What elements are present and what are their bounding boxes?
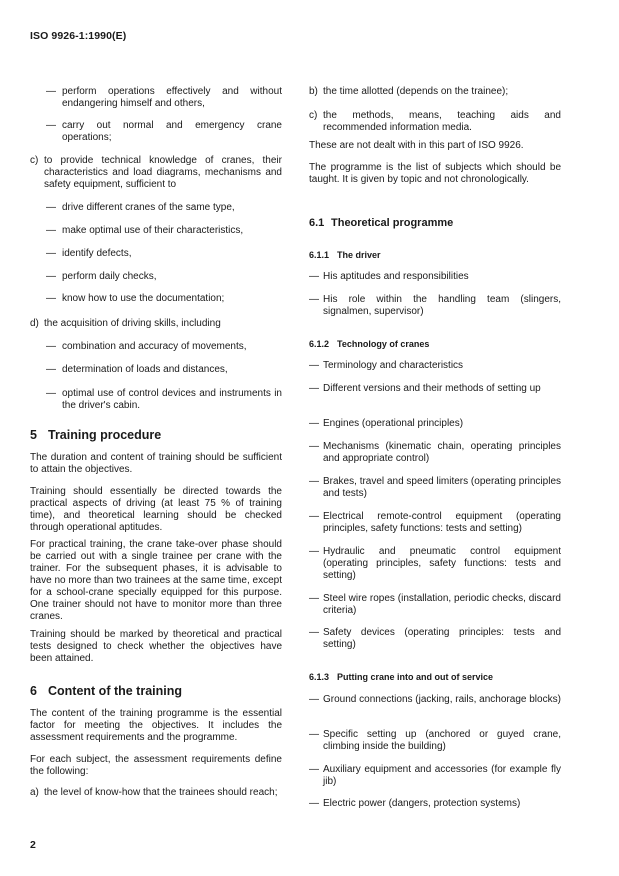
list-item-d xyxy=(30,318,282,330)
section-title: Theoretical programme xyxy=(331,217,454,229)
dash-marker: — xyxy=(46,120,56,131)
list-item-c xyxy=(30,155,282,191)
list-item xyxy=(309,383,561,395)
paragraph: Training should be marked by theoretical and practical tests designed to check whether the objectives have been attained. xyxy=(30,629,282,664)
section-title: Training procedure xyxy=(48,428,162,442)
dash-marker: — xyxy=(309,694,319,705)
paragraph: Training should essentially be directed towards the practical aspects of driving (at least 75 % of training time), and theoretical learning should be checked through operational aptitudes. xyxy=(30,486,282,533)
list-item-text: Mechanisms (kinematic chain, operating principles and appropriate control) xyxy=(323,441,561,464)
dash-marker: — xyxy=(309,546,319,557)
list-item-b xyxy=(309,86,561,98)
list-item-text: Steel wire ropes (installation, periodic checks, discard criteria) xyxy=(323,593,561,616)
list-item-text: Ground connections (jacking, rails, anchorage blocks) xyxy=(323,694,561,705)
list-item-text: drive different cranes of the same type, xyxy=(62,202,235,213)
paragraph: For practical training, the crane take-over phase should be carried out with a single trainee per crane with the trainer. For the subsequent phases, it is advisable to have no more than two trainees at the same time, except for a school-crane specially equipped for this purpose. One trainer should not have to monitor more than three cranes. xyxy=(30,539,282,622)
item-marker: b) xyxy=(309,86,318,97)
dash-marker: — xyxy=(309,729,319,740)
section-6-1-heading xyxy=(309,217,561,230)
list-item-text: determination of loads and distances, xyxy=(62,364,228,375)
dash-marker: — xyxy=(46,271,56,282)
list-item xyxy=(30,120,282,144)
dash-marker: — xyxy=(46,86,56,97)
list-item-text: Terminology and characteristics xyxy=(323,360,464,371)
dash-marker: — xyxy=(46,341,56,352)
list-item xyxy=(30,86,282,110)
list-item-text: His aptitudes and responsibilities xyxy=(323,271,469,282)
list-item xyxy=(309,729,561,753)
list-item xyxy=(30,225,282,237)
list-item-text: Specific setting up (anchored or guyed crane, climbing inside the building) xyxy=(323,729,561,752)
list-item xyxy=(309,798,561,810)
list-item-text: the methods, means, teaching aids and recommended information media. xyxy=(323,110,561,133)
section-5-heading xyxy=(30,428,282,442)
list-item xyxy=(30,364,282,376)
dash-marker: — xyxy=(309,294,319,305)
list-item xyxy=(309,627,561,651)
dash-marker: — xyxy=(309,764,319,775)
list-item xyxy=(309,593,561,617)
list-item-text: the time allotted (depends on the trainee); xyxy=(323,86,509,97)
dash-marker: — xyxy=(309,627,319,638)
dash-marker: — xyxy=(46,293,56,304)
list-item xyxy=(309,546,561,582)
list-item xyxy=(309,511,561,535)
dash-marker: — xyxy=(309,798,319,809)
section-number: 6.1.3 xyxy=(309,672,330,682)
list-item xyxy=(309,764,561,788)
paragraph: The programme is the list of subjects which should be taught. It is given by topic and not chronologically. xyxy=(309,162,561,185)
dash-marker: — xyxy=(46,202,56,213)
section-number: 6 xyxy=(30,684,37,698)
dash-marker: — xyxy=(309,511,319,522)
list-item-text: the acquisition of driving skills, including xyxy=(44,318,221,329)
dash-marker: — xyxy=(309,441,319,452)
list-item-text: identify defects, xyxy=(62,248,132,259)
section-title: Technology of cranes xyxy=(337,339,430,349)
list-item xyxy=(309,360,561,372)
item-marker: c) xyxy=(309,110,318,121)
dash-marker: — xyxy=(309,271,319,282)
list-item-text: the level of know-how that the trainees should reach; xyxy=(44,787,278,798)
list-item-text: His role within the handling team (slingers, signalmen, supervisor) xyxy=(323,294,561,317)
section-number: 6.1.2 xyxy=(309,339,330,349)
list-item-text: to provide technical knowledge of cranes, their characteristics and load diagrams, mechanisms and safety equipment, sufficient to xyxy=(44,155,282,190)
list-item-text: Auxiliary equipment and accessories (for example fly jib) xyxy=(323,764,561,787)
paragraph: These are not dealt with in this part of ISO 9926. xyxy=(309,140,524,151)
list-item xyxy=(30,248,282,260)
list-item-text: know how to use the documentation; xyxy=(62,293,225,304)
list-item-text: Safety devices (operating principles: tests and setting) xyxy=(323,627,561,650)
document-header: ISO 9926-1:1990(E) xyxy=(30,30,127,42)
dash-marker: — xyxy=(309,593,319,604)
section-title: Putting crane into and out of service xyxy=(337,672,494,682)
section-number: 6.1.1 xyxy=(309,250,330,260)
list-item xyxy=(30,341,282,353)
paragraph: For each subject, the assessment requirements define the following: xyxy=(30,754,282,777)
list-item-text: Electrical remote-control equipment (operating principles, safety functions: tests and setting) xyxy=(323,511,561,534)
dash-marker: — xyxy=(309,360,319,371)
item-marker: d) xyxy=(30,318,39,329)
page-number: 2 xyxy=(30,839,36,851)
list-item xyxy=(309,694,561,706)
list-item-text: Different versions and their methods of setting up xyxy=(323,383,541,394)
list-item-c xyxy=(309,110,561,134)
list-item-text: combination and accuracy of movements, xyxy=(62,341,247,352)
section-title: The driver xyxy=(337,250,381,260)
list-item-text: perform daily checks, xyxy=(62,271,157,282)
list-item xyxy=(309,476,561,500)
dash-marker: — xyxy=(309,476,319,487)
list-item xyxy=(309,418,561,430)
list-item-text: carry out normal and emergency crane operations; xyxy=(62,120,282,143)
dash-marker: — xyxy=(46,248,56,259)
item-marker: a) xyxy=(30,787,39,798)
section-number: 5 xyxy=(30,428,37,442)
list-item-text: optimal use of control devices and instruments in the driver's cabin. xyxy=(62,388,282,411)
section-6-heading xyxy=(30,684,282,698)
list-item-text: Hydraulic and pneumatic control equipment (operating principles, safety functions: tests and setting) xyxy=(323,546,561,581)
list-item-text: Electric power (dangers, protection systems) xyxy=(323,798,521,809)
list-item xyxy=(309,441,561,465)
section-title: Content of the training xyxy=(48,684,183,698)
dash-marker: — xyxy=(46,388,56,399)
list-item xyxy=(309,271,561,283)
list-item-text: perform operations effectively and without endangering himself and others, xyxy=(62,86,282,109)
dash-marker: — xyxy=(309,383,319,394)
list-item xyxy=(30,271,282,283)
list-item xyxy=(309,294,561,318)
list-item-a xyxy=(30,787,282,799)
paragraph: The content of the training programme is the essential factor for meeting the objectives. It includes the assessment requirements and the programme. xyxy=(30,708,282,743)
list-item xyxy=(30,202,282,214)
dash-marker: — xyxy=(46,364,56,375)
dash-marker: — xyxy=(309,418,319,429)
list-item xyxy=(30,293,282,305)
section-6-1-1-heading xyxy=(309,250,561,261)
list-item-text: Brakes, travel and speed limiters (operating principles and tests) xyxy=(323,476,561,499)
list-item xyxy=(30,388,282,412)
section-6-1-2-heading xyxy=(309,339,561,350)
list-item-text: make optimal use of their characteristics, xyxy=(62,225,244,236)
item-marker: c) xyxy=(30,155,39,166)
section-number: 6.1 xyxy=(309,217,325,229)
dash-marker: — xyxy=(46,225,56,236)
paragraph: The duration and content of training should be sufficient to attain the objectives. xyxy=(30,452,282,475)
list-item-text: Engines (operational principles) xyxy=(323,418,464,429)
section-6-1-3-heading xyxy=(309,672,561,683)
